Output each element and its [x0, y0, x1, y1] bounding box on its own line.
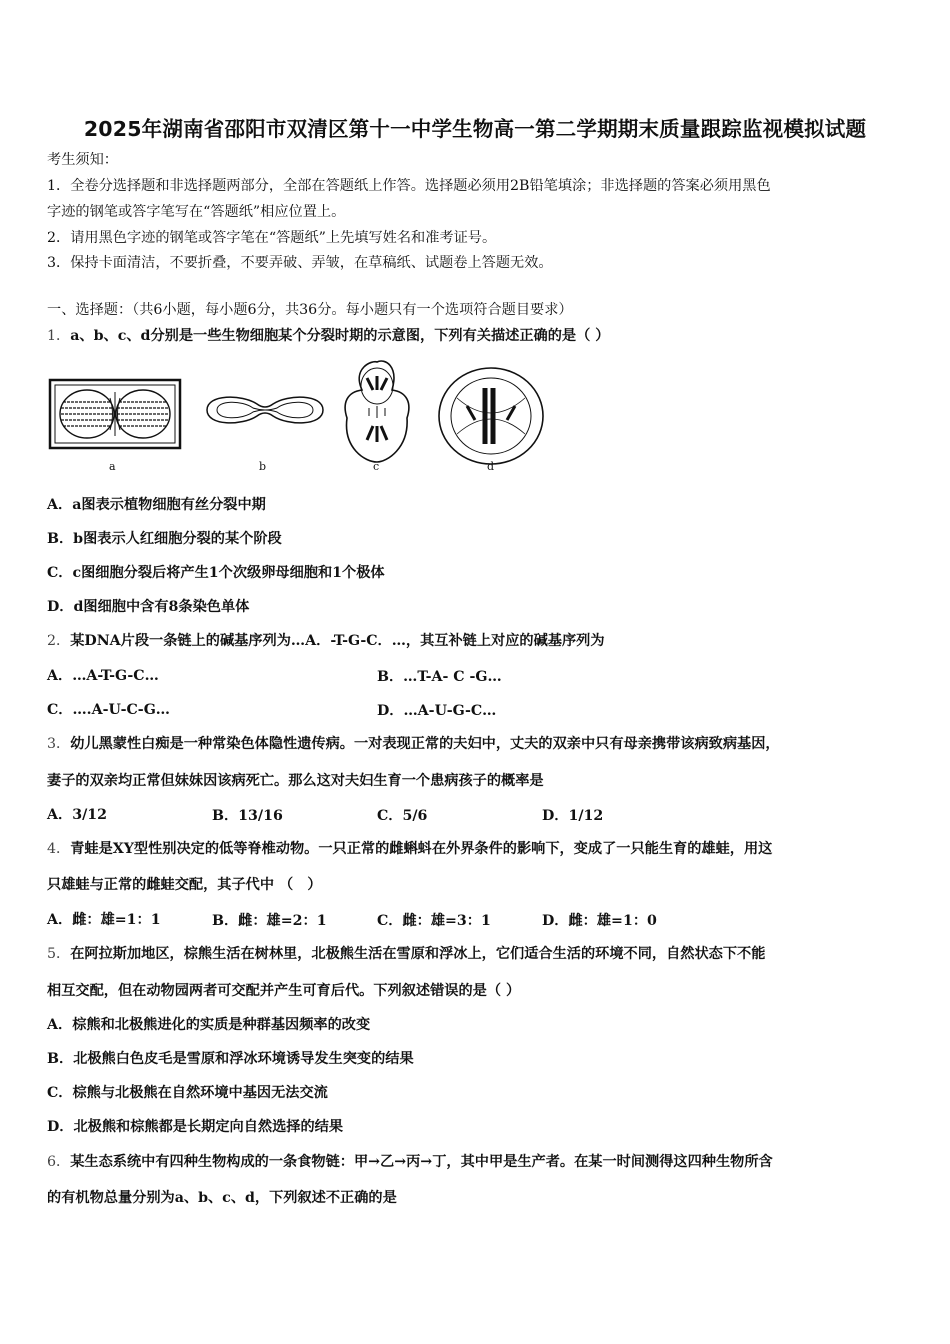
q1-option-b: B．b图表示人红细胞分裂的某个阶段	[47, 531, 282, 547]
q2-option-d: D．…A-U-G-C…	[377, 703, 497, 719]
q1-option-d: D．d图细胞中含有8条染色单体	[47, 599, 250, 615]
page-title: 2025年湖南省邵阳市双清区第十一中学生物高一第二学期期末质量跟踪监视模拟试题	[83, 117, 867, 141]
question-number: 1．	[47, 328, 71, 344]
q1-option-c: C．c图细胞分裂后将产生1个次级卵母细胞和1个极体	[47, 565, 385, 581]
question-5-cont: 相互交配，但在动物园两者可交配并产生可育后代。下列叙述错误的是（ ）	[47, 983, 521, 999]
cell-diagram-d	[439, 368, 543, 464]
cell-diagram-c	[345, 361, 409, 462]
question-5	[47, 944, 765, 964]
question-stem: 幼儿黑蒙性白痴是一种常染色体隐性遗传病。一对表现正常的夫妇中，丈夫的双亲中只有母亲携带该病致病基因，	[70, 736, 780, 752]
q5-option-b: B．北极熊白色皮毛是雪原和浮冰环境诱导发生突变的结果	[47, 1051, 414, 1067]
q3-option-b: B．13/16	[212, 808, 283, 824]
question-stem: a、b、c、d分别是一些生物细胞某个分裂时期的示意图，下列有关描述正确的是（ ）	[70, 328, 610, 344]
figure-label-b: b	[259, 460, 267, 473]
question-number: 6．	[47, 1154, 71, 1170]
question-1	[47, 326, 609, 346]
q4-option-c: C．雌：雄=3：1	[377, 913, 491, 929]
q5-option-d: D．北极熊和棕熊都是长期定向自然选择的结果	[47, 1119, 344, 1135]
question-4	[47, 839, 772, 859]
q3-option-d: D．1/12	[542, 808, 604, 824]
q2-option-c: C．….A-U-C-G…	[47, 702, 170, 718]
q2-option-b: B．…T-A- C -G…	[377, 669, 502, 685]
cell-diagram-a	[50, 380, 180, 448]
q4-option-b: B．雌：雄=2：1	[212, 913, 327, 929]
figure-label-c: c	[373, 460, 380, 473]
notice-item-1: 1．全卷分选择题和非选择题两部分，全部在答题纸上作答。选择题必须用2B铅笔填涂；非选择题的答案必须用黑色	[47, 178, 771, 194]
cell-diagram-b	[207, 397, 323, 423]
question-4-cont: 只雄蛙与正常的雌蛙交配，其子代中 （ ）	[47, 877, 322, 893]
cell-division-figure	[47, 358, 547, 476]
question-number: 3．	[47, 736, 71, 752]
question-stem: 青蛙是XY型性别决定的低等脊椎动物。一只正常的雌蝌蚪在外界条件的影响下，变成了一只能生育的雄蛙，用这	[70, 841, 773, 857]
notice-item-2: 2．请用黑色字迹的钢笔或答字笔在“答题纸”上先填写姓名和准考证号。	[47, 230, 497, 246]
notice-item-1-cont: 字迹的钢笔或答字笔写在“答题纸”相应位置上。	[47, 204, 346, 220]
question-stem: 某DNA片段一条链上的碱基序列为…A．-T-G-C．…，其互补链上对应的碱基序列为	[70, 633, 605, 649]
question-6	[47, 1152, 773, 1172]
q5-option-a: A．棕熊和北极熊进化的实质是种群基因频率的改变	[47, 1017, 371, 1033]
question-2	[47, 631, 605, 651]
q1-option-a: A．a图表示植物细胞有丝分裂中期	[47, 497, 266, 513]
figure-label-d: d	[487, 460, 495, 473]
question-6-cont: 的有机物总量分别为a、b、c、d，下列叙述不正确的是	[47, 1190, 397, 1206]
question-3	[47, 734, 780, 754]
question-3-cont: 妻子的双亲均正常但妹妹因该病死亡。那么这对夫妇生育一个患病孩子的概率是	[47, 773, 544, 789]
question-stem: 在阿拉斯加地区，棕熊生活在树林里，北极熊生活在雪原和浮冰上，它们适合生活的环境不同，自然状态下不能	[70, 946, 766, 962]
q3-option-a: A．3/12	[47, 807, 107, 823]
q4-option-d: D．雌：雄=1：0	[542, 913, 657, 929]
notice-heading: 考生须知：	[47, 152, 118, 168]
notice-item-3: 3．保持卡面清洁，不要折叠，不要弄破、弄皱，在草稿纸、试题卷上答题无效。	[47, 255, 553, 271]
q4-option-a: A．雌：雄=1：1	[47, 912, 161, 928]
q2-option-a: A．…A-T-G-C…	[47, 668, 159, 684]
question-number: 4．	[47, 841, 71, 857]
question-number: 5．	[47, 946, 71, 962]
q5-option-c: C．棕熊与北极熊在自然环境中基因无法交流	[47, 1085, 328, 1101]
section-heading: 一、选择题：（共6小题，每小题6分，共36分。每小题只有一个选项符合题目要求）	[47, 302, 573, 318]
question-number: 2．	[47, 633, 71, 649]
question-stem: 某生态系统中有四种生物构成的一条食物链：甲→乙→丙→丁，其中甲是生产者。在某一时间测得这四种生物所含	[70, 1154, 773, 1170]
q3-option-c: C．5/6	[377, 808, 428, 824]
figure-label-a: a	[109, 460, 116, 473]
